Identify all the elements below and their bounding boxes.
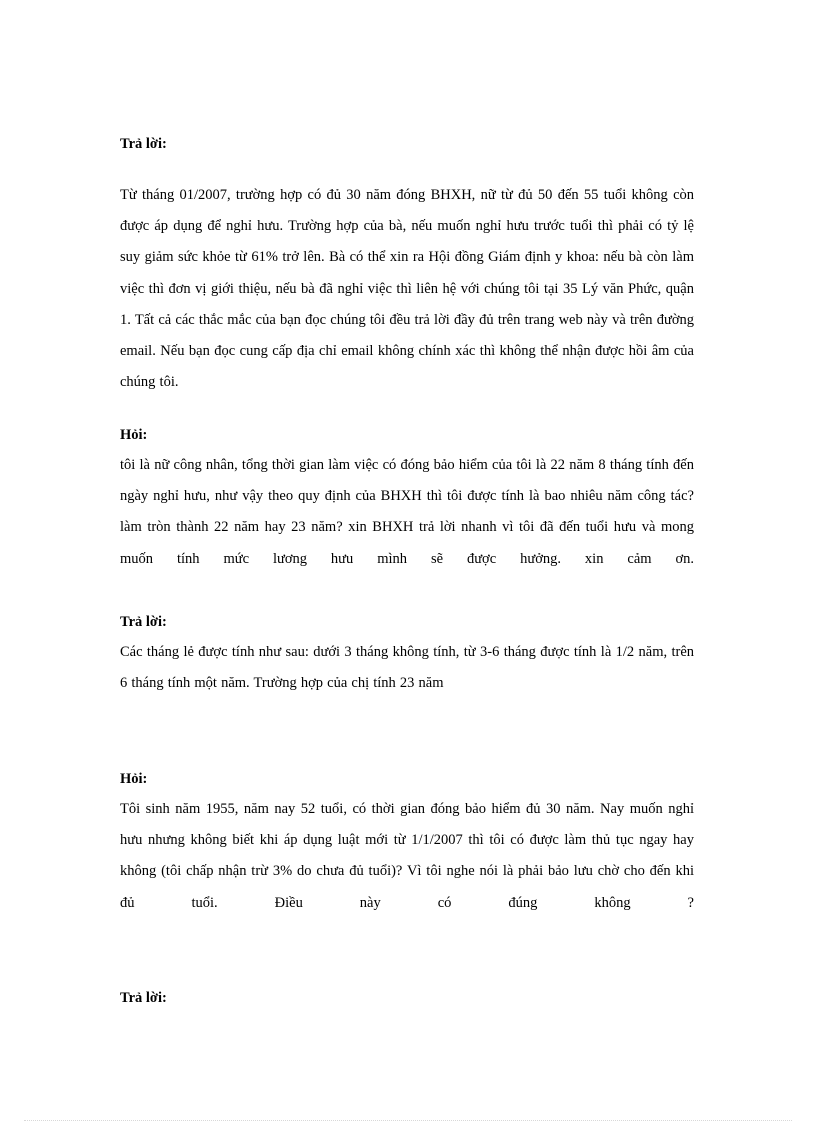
answer-heading: Trả lời: (120, 136, 167, 152)
answer-paragraph: Từ tháng 01/2007, trường hợp có đủ 30 năm đóng BHXH, nữ từ đủ 50 đến 55 tuổi không còn được áp dụng để nghỉ hưu. Trường hợp của bà, nếu muốn nghỉ hưu trước tuổi thì phải có tỷ lệ suy giảm sức khỏe từ 61% trở lên. Bà có thể xin ra Hội đồng Giám định y khoa: nếu bà còn làm việc thì đơn vị giới thiệu, nếu bà đã nghỉ việc thì liên hệ với chúng tôi tại 35 Lý văn Phức, quận 1. Tất cả các thắc mắc của bạn đọc chúng tôi đều trả lời đầy đủ trên trang web này và trên đường email. Nếu bạn đọc cung cấp địa chỉ email không chính xác thì không thể nhận được hồi âm của chúng tôi. (120, 187, 694, 391)
answer-section-2 (120, 612, 694, 632)
question-heading: Hỏi: (120, 427, 148, 443)
answer-heading: Trả lời: (120, 614, 167, 630)
answer-paragraph: Các tháng lẻ được tính như sau: dưới 3 tháng không tính, từ 3-6 tháng được tính là 1/2 năm, trên 6 tháng tính một năm. Trường hợp của chị tính 23 năm (120, 644, 694, 692)
question-paragraph: tôi là nữ công nhân, tổng thời gian làm việc có đóng bảo hiểm của tôi là 22 năm 8 tháng tính đến ngày nghỉ hưu, như vậy theo quy định của BHXH thì tôi được tính là bao nhiêu năm công tác? làm tròn thành 22 năm hay 23 năm? xin BHXH trả lời nhanh vì tôi đã đến tuổi hưu và mong muốn tính mức lương hưu mình sẽ được hưởng. xin cảm ơn. (120, 457, 694, 567)
question-body-2 (120, 794, 694, 919)
answer-body-2 (120, 637, 694, 699)
question-section-2 (120, 769, 694, 789)
question-paragraph: Tôi sinh năm 1955, năm nay 52 tuổi, có thời gian đóng bảo hiểm đủ 30 năm. Nay muốn nghỉ hưu nhưng không biết khi áp dụng luật mới từ 1/1/2007 thì tôi có được làm thủ tục ngay hay không (tôi chấp nhận trừ 3% do chưa đủ tuổi)? Vì tôi nghe nói là phải bảo lưu chờ cho đến khi đủ tuổi. Điều này có đúng không ? (120, 801, 694, 911)
question-heading: Hỏi: (120, 771, 148, 787)
question-body-1 (120, 450, 694, 575)
answer-section-3 (120, 988, 694, 1008)
answer-body-1 (120, 180, 694, 398)
answer-section-1 (120, 134, 694, 154)
page-bottom-border (24, 1120, 792, 1121)
question-section-1 (120, 425, 694, 445)
answer-heading: Trả lời: (120, 990, 167, 1006)
